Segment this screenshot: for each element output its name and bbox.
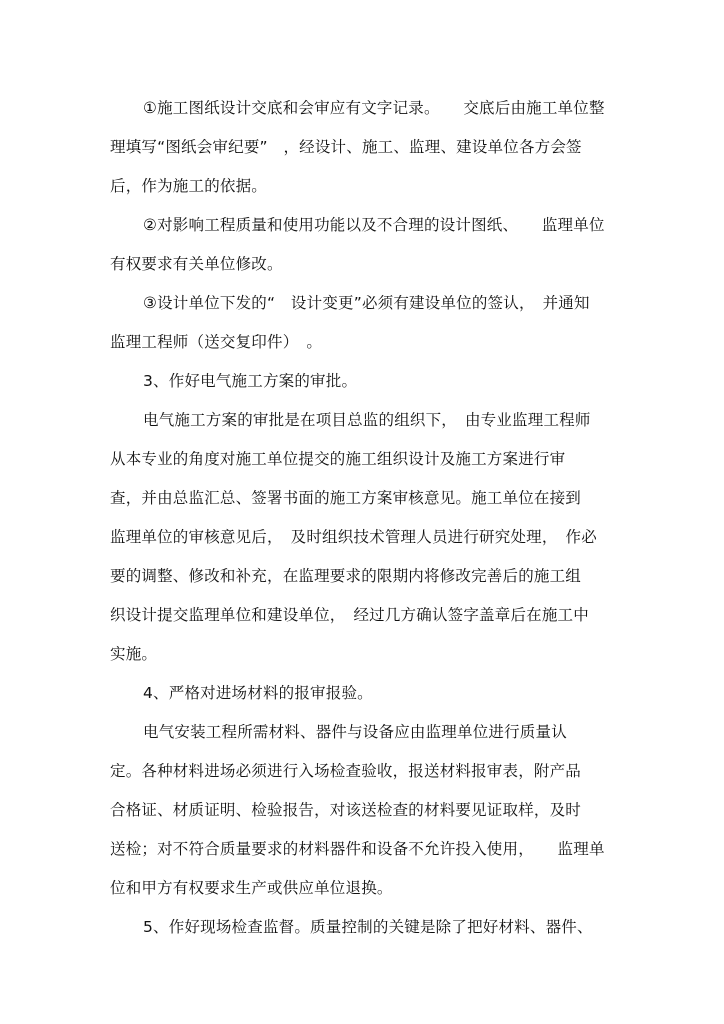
section-heading-5: 5、作好现场检查监督。质量控制的关键是除了把好材料、器件、 bbox=[143, 918, 593, 936]
text-line: 位和甲方有权要求生产或供应单位退换。 bbox=[110, 879, 393, 897]
text-line: 送检；对不符合质量要求的材料器件和设备不允许投入使用， 监理单 bbox=[110, 840, 605, 858]
text-line: 从本专业的角度对施工单位提交的施工组织设计及施工方案进行审 bbox=[110, 450, 566, 468]
text-line: 监理单位的审核意见后， 及时组织技术管理人员进行研究处理， 作必 bbox=[110, 528, 597, 546]
text-line: 电气安装工程所需材料、器件与设备应由监理单位进行质量认 bbox=[143, 723, 567, 741]
section-heading-4: 4、严格对进场材料的报审报验。 bbox=[143, 684, 373, 702]
text-line: ②对影响工程质量和使用功能以及不合理的设计图纸、 监理单位 bbox=[143, 216, 605, 234]
text-line: ①施工图纸设计交底和会审应有文字记录。 交底后由施工单位整 bbox=[143, 99, 605, 117]
text-line: ③设计单位下发的“ 设计变更”必须有建设单位的签认， 并通知 bbox=[143, 294, 590, 312]
text-line: 要的调整、修改和补充，在监理要求的限期内将修改完善后的施工组 bbox=[110, 567, 582, 585]
text-line: 织设计提交监理单位和建设单位， 经过几方确认签字盖章后在施工中 bbox=[110, 606, 589, 624]
text-line: 有权要求有关单位修改。 bbox=[110, 255, 283, 273]
text-line: 理填写“图纸会审纪要” ，经设计、施工、监理、建设单位各方会签 bbox=[110, 138, 582, 156]
text-line: 电气施工方案的审批是在项目总监的组织下， 由专业监理工程师 bbox=[143, 411, 591, 429]
text-line: 定。各种材料进场必须进行入场检查验收，报送材料报审表，附产品 bbox=[110, 762, 582, 780]
text-line: 监理工程师（送交复印件） 。 bbox=[110, 333, 323, 351]
text-line: 实施。 bbox=[110, 645, 158, 663]
text-line: 查，并由总监汇总、签署书面的施工方案审核意见。施工单位在接到 bbox=[110, 489, 582, 507]
section-heading-3: 3、作好电气施工方案的审批。 bbox=[143, 372, 358, 390]
text-line: 后，作为施工的依据。 bbox=[110, 177, 268, 195]
text-line: 合格证、材质证明、检验报告，对该送检查的材料要见证取样，及时 bbox=[110, 801, 582, 819]
